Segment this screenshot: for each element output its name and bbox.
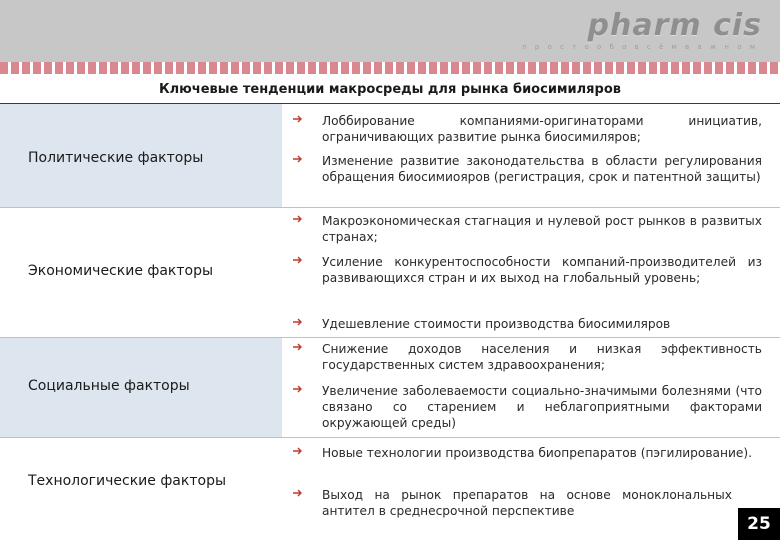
factor-label-technological: Технологические факторы bbox=[28, 473, 227, 489]
separator bbox=[0, 437, 780, 438]
arrow-right-icon bbox=[292, 213, 304, 225]
item-text: Удешевление стоимости производства биосимиляров bbox=[322, 317, 671, 331]
arrow-right-icon bbox=[292, 316, 304, 328]
item-text: Увеличение заболеваемости социально-значимыми болезнями (что связано со старением и неблагоприятными факторами окружающей среды) bbox=[322, 384, 762, 430]
list-item bbox=[292, 383, 762, 431]
item-text: Лоббирование компаниями-оригинаторами инициатив, ограничивающих развитие рынка биосимиляров; bbox=[322, 114, 762, 144]
item-text: Новые технологии производства биопрепаратов (пэгилирование). bbox=[322, 446, 753, 460]
list-item bbox=[292, 487, 732, 519]
item-text: Выход на рынок препаратов на основе моноклональных антител в среднесрочной перспективе bbox=[322, 488, 732, 518]
decorative-stripe bbox=[0, 62, 780, 74]
factor-label-economic: Экономические факторы bbox=[28, 263, 214, 279]
arrow-right-icon bbox=[292, 254, 304, 266]
page-number: 25 bbox=[738, 508, 780, 540]
item-text: Усиление конкурентоспособности компаний-производителей из развивающихся стран и их выход на глобальный уровень; bbox=[322, 255, 762, 285]
logo-name: pharm cis bbox=[587, 8, 762, 43]
item-text: Снижение доходов населения и низкая эффективность государственных систем здравоохранения; bbox=[322, 342, 762, 372]
item-text: Макроэкономическая стагнация и нулевой рост рынков в развитых странах; bbox=[322, 214, 762, 244]
list-item bbox=[292, 316, 762, 332]
list-item bbox=[292, 445, 762, 461]
slide-title: Ключевые тенденции макросреды для рынка биосимиляров bbox=[159, 82, 621, 97]
separator bbox=[0, 337, 780, 338]
list-item bbox=[292, 213, 762, 245]
arrow-right-icon bbox=[292, 113, 304, 125]
pharmcis-logo bbox=[522, 10, 762, 51]
arrow-right-icon bbox=[292, 383, 304, 395]
list-item bbox=[292, 254, 762, 286]
factor-label-political: Политические факторы bbox=[28, 150, 204, 166]
list-item bbox=[292, 113, 762, 145]
separator bbox=[0, 207, 780, 208]
arrow-right-icon bbox=[292, 445, 304, 457]
list-item bbox=[292, 153, 762, 185]
list-item bbox=[292, 341, 762, 373]
arrow-right-icon bbox=[292, 341, 304, 353]
arrow-right-icon bbox=[292, 487, 304, 499]
arrow-right-icon bbox=[292, 153, 304, 165]
item-text: Изменение развитие законодательства в области регулирования обращения биосимиояров (регистрация, срок и патентной защиты) bbox=[322, 154, 762, 184]
factor-label-social: Социальные факторы bbox=[28, 378, 190, 394]
logo-tagline: п р о с т о о б о в с ё м в а ж н о м bbox=[522, 43, 758, 51]
header-bar bbox=[0, 0, 780, 62]
